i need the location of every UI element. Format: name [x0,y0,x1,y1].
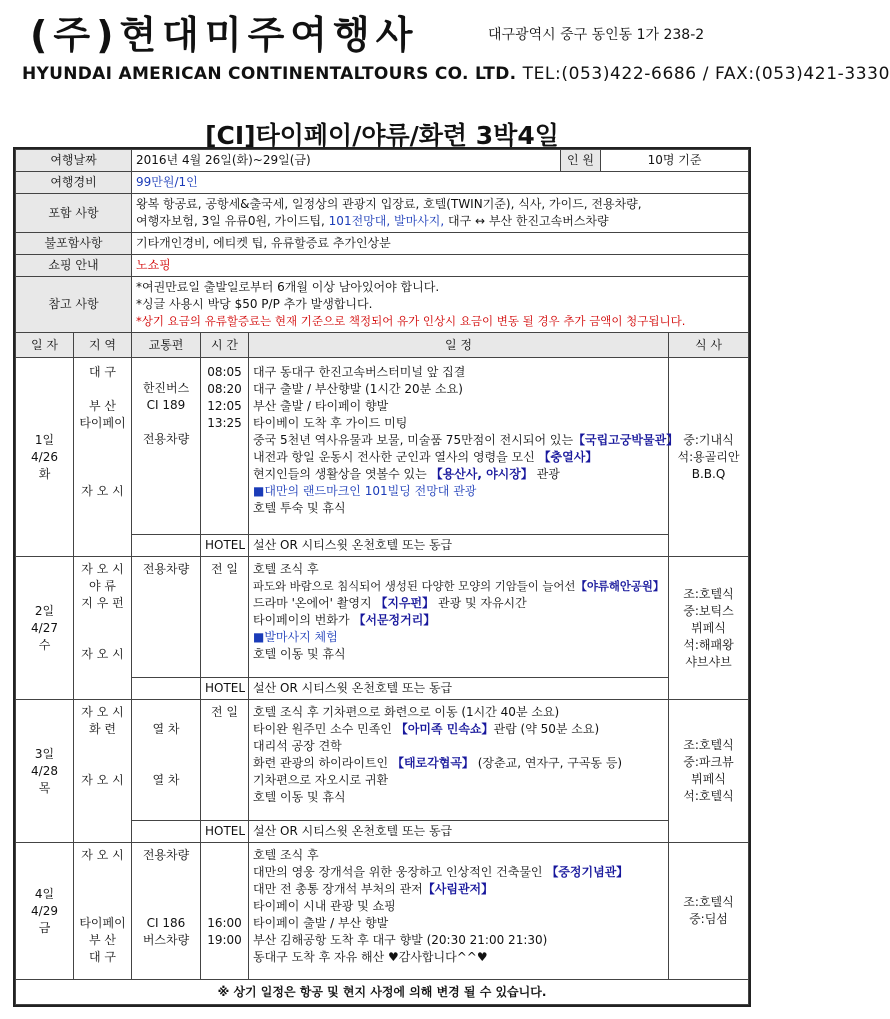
day-4-weekday: 금 [38,920,51,935]
day-4-row [16,843,749,980]
schedule-text: 화련 관광의 하이라이트인 [253,756,392,770]
time-item: 19:00 [207,933,242,947]
schedule-text: 파도와 바람으로 침식되어 생성된 다양한 모양의 기암들이 늘어선 [253,579,576,593]
day-2-meals [669,557,749,700]
company-name-english [22,64,890,84]
shopping-value: 노쇼핑 [132,255,749,277]
row-included [16,194,749,233]
day-1-regions [74,358,132,557]
company-name-english-text: HYUNDAI AMERICAN CONTINENTALTOURS CO. LTD. [22,64,517,84]
schedule-line [253,881,664,898]
people-label: 인 원 [561,150,601,172]
notes-value [132,277,749,333]
time-item: 16:00 [207,916,242,930]
hotel-label: HOTEL [201,678,249,700]
itinerary-table [15,149,749,1005]
schedule-text: 관광 및 자유시간 [434,596,527,610]
attraction-name: 【사림관저】 [422,882,494,896]
schedule-line: 동대구 도착 후 자유 해산 ♥감사합니다^^♥ [253,950,488,964]
day-3-weekday: 목 [38,780,51,795]
attraction-name: 【지우펀】 [375,596,435,610]
schedule-line: 호텔 조식 후 [253,562,319,576]
attraction-name: 【국립고궁박물관】 [573,433,679,447]
hotel-name: 설산 OR 시티스윗 온천호텔 또는 동급 [249,535,669,557]
meal-item: 중:보틱스 [683,603,734,618]
header-meal: 식 사 [669,333,749,358]
schedule-line [253,466,664,483]
day-3-time: 전 일 [201,700,249,821]
time-item: 12:05 [207,399,242,413]
meal-item: 중:기내식 [683,432,734,447]
hotel-name: 설산 OR 시티스윗 온천호텔 또는 동급 [249,678,669,700]
notes-label: 참고 사항 [16,277,132,333]
day-3-number: 3일 [34,746,55,761]
schedule-line: 부산 출발 / 타이페이 향발 [253,399,389,413]
row-shopping [16,255,749,277]
day-3-date [16,700,74,843]
schedule-line: 타이베이 도착 후 가이드 미팅 [253,416,408,430]
included-value [132,194,749,233]
day-1-times [201,358,249,535]
hotel-label: HOTEL [201,821,249,843]
day-2-transport: 전용차량 [132,557,201,678]
time-item: 13:25 [207,416,242,430]
meal-item: 석:해패왕 [683,637,734,652]
header-region: 지 역 [74,333,132,358]
schedule-text: 관광 [532,467,560,481]
included-text-c: 대구 ↔ 부산 한진고속버스차량 [444,214,609,228]
region-item: 자 오 시 [81,647,124,661]
meal-item: 중:딤섬 [689,912,728,926]
schedule-text: 드라마 '온에어' 촬영지 [253,596,376,610]
meal-item: 조:호텔식 [683,586,734,601]
day-4-schedule [249,843,669,980]
transport-item: 전용차량 [142,848,190,862]
region-item: 타이페이 [79,916,126,930]
meal-item: 뷔페식 [691,620,726,635]
schedule-line: 대리석 공장 견학 [253,739,342,753]
attraction-name: 【충열사】 [538,450,598,464]
day-3-transport [132,700,201,821]
empty-cell [132,821,201,843]
meal-item: B.B.Q [691,466,726,481]
day-2-weekday: 수 [38,637,51,652]
schedule-line: 호텔 이동 및 휴식 [253,790,346,804]
day-2-date-value: 4/27 [31,620,58,635]
region-item: 자 오 시 [81,705,124,719]
day-1-transport [132,358,201,535]
region-item: 지 우 펀 [81,596,124,610]
meal-item: 석:호텔식 [683,789,734,803]
schedule-text: (장춘교, 연자구, 구곡동 등) [473,756,623,770]
shopping-label: 쇼핑 안내 [16,255,132,277]
day-1-date-value: 4/26 [31,449,58,464]
cost-value: 99만원/1인 [132,172,749,194]
transport-item: 한진버스 [142,381,190,395]
attraction-name: 【서문정거리】 [353,613,436,627]
schedule-text: 중국 5천년 역사유물과 보물, 미술품 75만점이 전시되어 있는 [253,433,574,447]
day-3-regions [74,700,132,843]
region-item: 자 오 시 [81,484,124,498]
day-3-date-value: 4/28 [31,763,58,778]
excluded-value: 기타개인경비, 에티켓 팁, 유류할증료 추가인상분 [132,233,749,255]
row-notes [16,277,749,333]
schedule-header [16,333,749,358]
schedule-line: 호텔 조식 후 [253,848,319,862]
people-value: 10명 기준 [601,150,749,172]
row-cost [16,172,749,194]
day-4-regions [74,843,132,980]
included-line-1: 왕복 항공료, 공항세&출국세, 일정상의 관광지 입장료, 호텔(TWIN기준), 식사, 가이드, 전용차량, [136,197,642,211]
region-item: 야 류 [89,579,116,593]
time-item: 08:05 [207,365,242,379]
day-3-meals [669,700,749,843]
note-line-3: *상기 요금의 유류할증료는 현재 기준으로 책정되어 유가 인상시 요금이 변동 될 경우 추가 금액이 청구됩니다. [136,314,686,328]
date-value: 2016년 4월 26일(화)~29일(금) [132,150,561,172]
region-item [78,381,127,398]
document-title: [CI]타이페이/야류/화련 3박4일 [205,121,559,150]
letterhead [0,0,890,110]
schedule-line: 타이페이 시내 관광 및 쇼핑 [253,899,396,913]
transport-item: 버스차량 [142,933,190,947]
schedule-line [253,612,664,629]
day-4-date-value: 4/29 [31,903,58,918]
transport-item: 전용차량 [142,432,190,446]
schedule-line: ■발마사지 체험 [253,630,338,644]
day-1-date [16,358,74,557]
schedule-line: 호텔 조식 후 기차편으로 화련으로 이동 (1시간 40분 소요) [253,705,560,719]
hotel-label: HOTEL [201,535,249,557]
note-line-2: *싱글 사용시 박당 $50 P/P 추가 발생합니다. [136,297,373,311]
empty-cell [132,678,201,700]
schedule-line: 대구 동대구 한진고속버스터미널 앞 집결 [253,365,466,379]
region-item: 화 련 [89,722,116,736]
footer-note: ※ 상기 일정은 항공 및 현지 사정에 의해 변경 될 수 있습니다. [16,980,749,1005]
day-1-number: 1일 [34,432,55,447]
row-excluded [16,233,749,255]
region-item: 대 구 [89,950,116,964]
note-line-1: *여권만료일 출발일로부터 6개월 이상 남아있어야 합니다. [136,280,440,294]
day-4-date [16,843,74,980]
included-line-2 [136,213,744,230]
schedule-line: 기차편으로 자오시로 귀환 [253,773,389,787]
schedule-text: 대만의 영웅 장개석을 위한 웅장하고 인상적인 건축물인 [253,865,547,879]
header-transport: 교통편 [132,333,201,358]
transport-item: CI 186 [146,916,186,930]
schedule-line: 호텔 투숙 및 휴식 [253,501,346,515]
day-2-date [16,557,74,700]
schedule-line [253,595,664,612]
attraction-name: 【야류해안공원】 [575,579,665,593]
attraction-name: 【중정기념관】 [546,865,629,879]
region-item: 대 구 [89,365,116,379]
day-1-meals [669,358,749,557]
header-schedule: 일 정 [249,333,669,358]
meal-item: 조:호텔식 [683,895,734,909]
schedule-line [253,449,664,466]
meal-item: 샤브샤브 [685,654,732,669]
schedule-line: 대구 출발 / 부산향발 (1시간 20분 소요) [253,382,463,396]
included-text-a: 여행자보험, 3일 유류0원, 가이드팁, [136,214,329,228]
day-4-transport [132,843,201,980]
day-3-schedule [249,700,669,821]
transport-item: 열 차 [152,722,180,736]
schedule-text: 내전과 항일 운동시 전사한 군인과 열사의 영령을 모신 [253,450,539,464]
meal-item: 석:용골리안 [677,449,740,464]
day-2-row [16,557,749,678]
meal-item: 조:호텔식 [683,738,734,752]
company-name-korean: (주)현대미주여행사 [30,13,419,57]
schedule-line [253,432,679,449]
cost-label: 여행경비 [16,172,132,194]
excluded-label: 불포함사항 [16,233,132,255]
schedule-line [253,721,664,738]
schedule-text: 대만 전 총통 장개석 부처의 관저 [253,882,423,896]
meal-item: 중:파크뷰 [683,755,734,769]
company-contact: TEL:(053)422-6686 / FAX:(053)421-3330 [522,64,890,84]
day-3-row [16,700,749,821]
company-address: 대구광역시 중구 동인동 1가 238-2 [488,27,705,43]
schedule-line: 부산 김해공항 도착 후 대구 향발 (20:30 21:00 21:30) [253,933,548,947]
time-item: 08:20 [207,382,242,396]
attraction-name: 【용산사, 야시장】 [430,467,533,481]
empty-cell [132,535,201,557]
region-item: 자 오 시 [81,848,124,862]
transport-item: CI 189 [146,398,186,412]
region-item: 타이페이 [79,416,126,430]
schedule-line [253,578,664,595]
schedule-line [253,755,664,772]
attraction-name: 【아미족 민속쇼】 [395,722,494,736]
header-day: 일 자 [16,333,74,358]
day-1-weekday: 화 [38,466,51,481]
schedule-text: 현지인들의 생활상을 엿볼수 있는 [253,467,431,481]
included-text-b: 101전망대, 발마사지, [328,214,445,228]
day-4-number: 4일 [34,886,55,901]
included-label: 포함 사항 [16,194,132,233]
schedule-line: ■대만의 랜드마크인 101빌딩 전망대 관광 [253,484,477,498]
region-item: 부 산 [89,399,116,413]
day-2-regions [74,557,132,700]
schedule-line: 호텔 이동 및 휴식 [253,647,346,661]
schedule-line: 타이페이 출발 / 부산 향발 [253,916,389,930]
day-2-schedule [249,557,669,678]
hotel-name: 설산 OR 시티스윗 온천호텔 또는 동급 [249,821,669,843]
day-1-schedule [249,358,679,535]
day-2-time: 전 일 [201,557,249,678]
header-time: 시 간 [201,333,249,358]
day-4-meals [669,843,749,980]
day-4-times [201,843,249,980]
day-1-row [16,358,749,535]
footer-row [16,980,749,1005]
date-label: 여행날짜 [16,150,132,172]
region-item: 자 오 시 [81,773,124,787]
region-item: 자 오 시 [81,562,124,576]
schedule-text: 타이페이의 번화가 [253,613,354,627]
transport-item: 열 차 [152,773,180,787]
schedule-text: 관람 (약 50분 소요) [493,722,600,736]
schedule-line [253,864,664,881]
day-2-number: 2일 [34,603,55,618]
meal-item: 뷔페식 [691,772,726,786]
row-date [16,150,749,172]
attraction-name: 【태로각협곡】 [391,756,474,770]
schedule-text: 타이완 원주민 소수 민족인 [253,722,396,736]
region-item: 부 산 [89,933,116,947]
